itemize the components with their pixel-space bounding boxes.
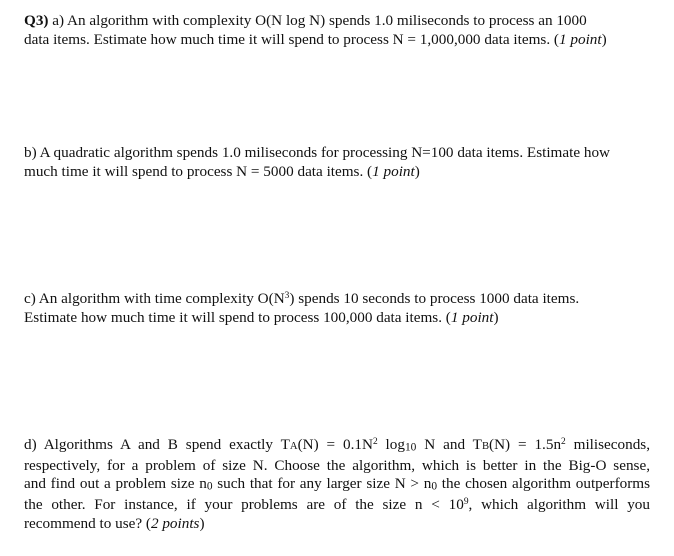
question-c-line-1: c) An algorithm with time complexity $O(N^3)$ spends 10 seconds to process 1000 data items. [24,290,580,307]
question-d-line-4: the other. For instance, if your problems are of the size $n < 10^9$, which algorithm will you [24,496,650,514]
question-b-line-2: much time it will spend to process N = 5000 data items. (1 point) [24,162,420,180]
points-label: 1 point [450,308,494,326]
question-d-line-2: respectively, for a problem of size N. Choose the algorithm, which is better in the Big-O sense, [24,456,650,474]
points-label: 2 points [150,514,200,532]
question-d [24,436,650,533]
question-number: Q3) [24,12,49,29]
question-a-line-1: Q3) a) An algorithm with complexity O(N log N) spends 1.0 miliseconds to process an 1000 [24,12,587,29]
question-c-line-2: Estimate how much time it will spend to process 100,000 data items. (1 point) [24,308,499,326]
question-b [24,144,650,181]
question-d-line-5: recommend to use? (2 points) [24,514,205,532]
question-b-line-1: b) A quadratic algorithm spends 1.0 miliseconds for processing N=100 data items. Estimate how [24,144,611,161]
question-d-line-3: and find out a problem size n0 such that for any larger size N > n0 the chosen algorithm outperforms [24,475,651,493]
question-a [24,12,650,49]
question-a-line-2: data items. Estimate how much time it will spend to process N = 1,000,000 data items. (1 point) [24,30,607,48]
points-label: 1 point [558,30,602,48]
points-label: 1 point [372,162,415,180]
question-c [24,290,650,327]
question-d-line-1: d) Algorithms A and B spend exactly $TA(N) = 0.1N^2$ log10 N and $TB(N) = 1.5n^2$ miliseconds, [24,436,650,454]
